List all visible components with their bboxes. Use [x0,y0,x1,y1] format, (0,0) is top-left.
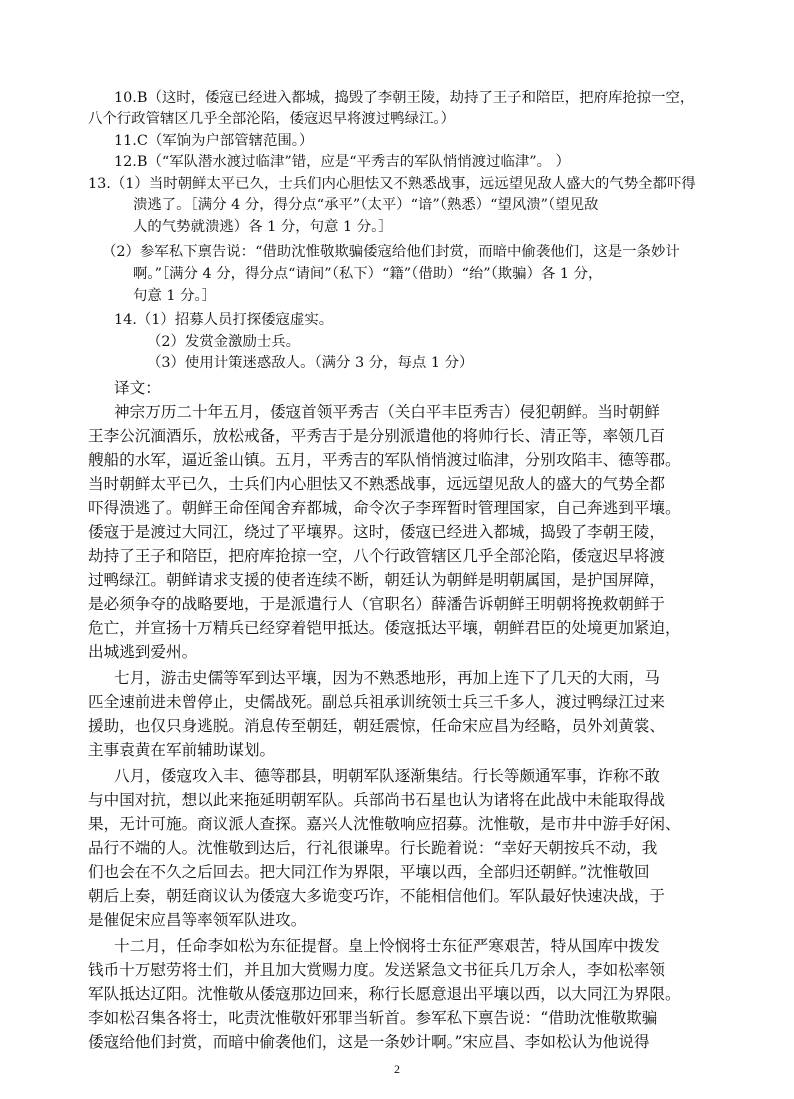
translation-line: 危亡，并宣扬十万精兵已经穿着铠甲抵达。倭寇抵达平壤，朝鲜君臣的处境更加紧迫， [88,619,681,637]
translation-line: 主事袁黄在军前辅助谋划。 [88,741,276,759]
translation-line: 倭寇于是渡过大同江，绕过了平壤界。这时，倭寇已经进入都城，捣毁了李朝王陵， [88,523,665,541]
answer-line: 10.B（这时，倭寇已经进入都城，捣毁了李朝王陵，劫持了王子和陪臣，把府库抢掠一空， [114,90,695,106]
answer-line: 人的气势就溃逃）各 1 分，句意 1 分。］ [133,219,393,235]
translation-line: 艘船的水军，逼近釜山镇。五月，平秀吉的军队悄悄渡过临津，分别攻陷丰、德等郡。 [88,451,681,469]
translation-line: 钱币十万慰劳将士们，并且加大赏赐力度。发送紧急文书征兵几万余人，李如松率领 [88,961,665,979]
answer-line: （2）发赏金激励士兵。 [147,334,301,350]
translation-line: 过鸭绿江。朝鲜请求支援的使者连续不断，朝廷认为朝鲜是明朝属国，是护国屏障， [88,571,665,589]
page-number: 2 [394,1062,400,1076]
translation-line: 援助，也仅只身逃脱。消息传至朝廷，朝廷震惊，任命宋应昌为经略，员外刘黄裳、 [88,717,665,735]
translation-line: 倭寇给他们封赏，而暗中偷袭他们，这是一条妙计啊。”宋应昌、李如松认为他说得 [88,1033,650,1051]
translation-line: 十二月，任命李如松为东征提督。皇上怜悯将士东征严寒艰苦，特从国库中拨发 [114,937,660,955]
answer-line: 14.（1）招募人员打探倭寇虚实。 [114,312,334,328]
translation-line: 与中国对抗，想以此来拖延明朝军队。兵部尚书石星也认为诸将在此战中未能取得战 [88,791,665,809]
translation-line: 李如松召集各将士，叱责沈惟敬奸邪罪当斩首。参军私下禀告说：“借助沈惟敬欺骗 [88,1009,658,1027]
translation-line: 八月，倭寇攻入丰、德等郡县，明朝军队逐渐集结。行长等颇通军事，诈称不敢 [114,767,660,785]
translation-line: 劫持了王子和陪臣，把府库抢掠一空，八个行政管辖区几乎全部沦陷，倭寇迟早将渡 [88,547,665,565]
translation-line: 果，无计可施。商议派人查探。嘉兴人沈惟敬响应招募。沈惟敬，是市井中游手好闲、 [88,815,681,833]
answer-line: 13.（1）当时朝鲜太平已久，士兵们内心胆怯又不熟悉战事，远远望见敌人盛大的气势全都吓得 [88,176,696,192]
translation-line: 是必须争夺的战略要地，于是派遣行人（官职名）薛潘告诉朝鲜王明朝将挽救朝鲜于 [88,595,665,613]
answer-line: （2）参军私下禀告说：“借助沈惟敬欺骗倭寇给他们封赏，而暗中偷袭他们，这是一条妙计 [102,244,680,260]
translation-line: 们也会在不久之后回去。把大同江作为界限，平壤以西，全部归还朝鲜。”沈惟敬回 [88,863,650,881]
translation-line: 是催促宋应昌等率领军队进攻。 [88,911,307,929]
answer-line: 啊。”［满分 4 分，得分点“请间”（私下）“籍”（借助）“绐”（欺骗）各 1 分， [133,266,603,282]
translation-line: 出城逃到爱州。 [88,643,198,661]
translation-line: 王李公沉湎酒乐，放松戒备，平秀吉于是分别派遣他的将帅行长、清正等，率领几百 [88,427,665,445]
translation-line: 匹全速前进未曾停止，史儒战死。副总兵祖承训统领士兵三千多人，渡过鸭绿江过来 [88,693,665,711]
translation-line: 当时朝鲜太平已久，士兵们内心胆怯又不熟悉战事，远远望见敌人的盛大的气势全都 [88,475,665,493]
translation-line: 品行不端的人。沈惟敬到达后，行礼很谦卑。行长跪着说：“幸好天朝按兵不动，我 [88,839,658,857]
answer-line: 句意 1 分。］ [133,288,217,304]
translation-line: 军队抵达辽阳。沈惟敬从倭寇那边回来，称行长愿意退出平壤以西，以大同江为界限。 [88,985,681,1003]
translation-line: 神宗万历二十年五月，倭寇首领平秀吉（关白平丰臣秀吉）侵犯朝鲜。当时朝鲜 [114,403,660,421]
translation-line: 吓得溃逃了。朝鲜王命侄闻舍弃都城，命令次子李珲暂时管理国家，自己奔逃到平壤。 [88,499,681,517]
translation-line: 七月，游击史儒等军到达平壤，因为不熟悉地形，再加上连下了几天的大雨，马 [114,669,660,687]
answer-line: 12.B（“军队潜水渡过临津”错，应是“平秀吉的军队悄悄渡过临津”。 ） [114,154,571,170]
answer-line: 溃逃了。［满分 4 分，得分点“承平”（太平）“谙”（熟悉）“望风溃”（望见敌 [133,197,599,213]
answer-line: 八个行政管辖区几乎全部沦陷，倭寇迟早将渡过鸭绿江。） [88,111,455,127]
translation-line: 朝后上奏，朝廷商议认为倭寇大多诡变巧诈，不能相信他们。军队最好快速决战，于 [88,887,665,905]
translation-heading: 译文： [114,379,161,397]
answer-line: （3）使用计策迷惑敌人。（满分 3 分，每点 1 分） [147,355,474,371]
answer-line: 11.C（军饷为户部管辖范围。） [114,133,314,149]
